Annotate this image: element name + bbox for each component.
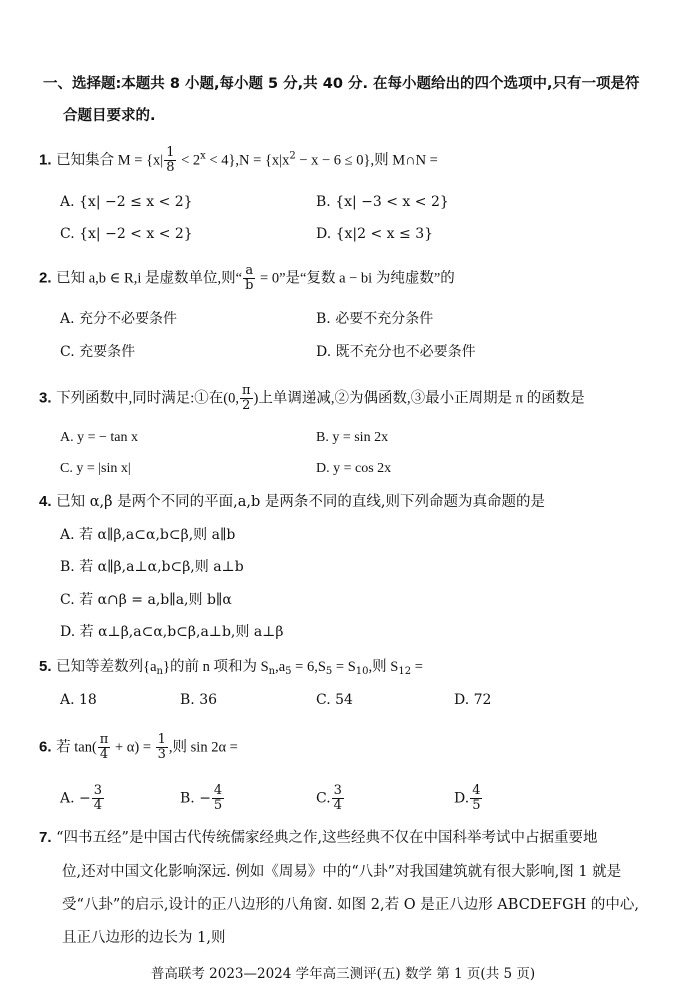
q3-option-a: A. y = − tan x bbox=[60, 430, 139, 445]
frac-den: 2 bbox=[242, 398, 251, 413]
question-number: 5. bbox=[39, 658, 52, 675]
frac-den: 8 bbox=[166, 160, 175, 175]
superscript: x bbox=[200, 150, 206, 162]
question-7-line1 bbox=[39, 828, 598, 848]
q2-text: = 0”是“复数 a − bi 为纯虚数”的 bbox=[256, 270, 455, 287]
fraction bbox=[98, 733, 111, 762]
q5-option-c: C. 54 bbox=[316, 692, 353, 708]
q6-option-a bbox=[60, 784, 105, 813]
question-3-stem bbox=[39, 384, 585, 413]
q6-text: ,则 sin 2α = bbox=[168, 739, 238, 756]
superscript: 2 bbox=[289, 150, 296, 162]
question-6-stem bbox=[39, 733, 238, 762]
q6-text: + α) = bbox=[111, 739, 155, 756]
fraction bbox=[332, 784, 344, 813]
question-number: 1. bbox=[39, 151, 52, 169]
frac-num: π bbox=[241, 383, 251, 398]
frac-num: 3 bbox=[333, 783, 342, 798]
fraction bbox=[92, 784, 104, 813]
subscript: 5 bbox=[325, 666, 333, 677]
q4-option-d: D. 若 α⊥β,a⊂α,b⊂β,a⊥b,则 a⊥β bbox=[60, 624, 284, 640]
subscript: n bbox=[268, 666, 276, 677]
q4-option-b: B. 若 α∥β,a⊥α,b⊂β,则 a⊥b bbox=[60, 559, 244, 575]
q5-text: 已知等差数列{a bbox=[56, 659, 157, 675]
q3-text: 下列函数中,同时满足:①在(0, bbox=[56, 390, 239, 407]
option-prefix: D. bbox=[454, 790, 470, 807]
frac-den: 5 bbox=[472, 798, 481, 813]
frac-den: 5 bbox=[213, 798, 223, 813]
q1-option-b: B. {x| −3 < x < 2} bbox=[316, 194, 449, 210]
q5-option-b: B. 36 bbox=[180, 692, 218, 708]
q2-option-b: B. 必要不充分条件 bbox=[316, 311, 434, 327]
q3-option-d: D. y = cos 2x bbox=[316, 461, 392, 476]
fraction bbox=[164, 146, 176, 175]
q4-text: 已知 α,β 是两个不同的平面,a,b 是两条不同的直线,则下列命题为真命题的是 bbox=[56, 494, 545, 510]
question-5-stem bbox=[39, 657, 423, 682]
question-7-line4: 且正八边形的边长为 1,则 bbox=[62, 930, 226, 946]
q5-text: ,则 S bbox=[368, 659, 399, 675]
frac-den: b bbox=[245, 278, 254, 293]
q2-text: 已知 a,b ∈ R,i 是虚数单位,则“ bbox=[56, 270, 243, 287]
question-number: 4. bbox=[39, 493, 52, 510]
question-7-line2: 位,还对中国文化影响深远. 例如《周易》中的“八卦”对我国建筑就有很大影响,图 1 就是 bbox=[62, 864, 622, 880]
q1-option-c: C. {x| −2 < x < 2} bbox=[60, 226, 193, 242]
q2-option-c: C. 充要条件 bbox=[60, 344, 136, 360]
question-7-line3: 受“八卦”的启示,设计的正八边形的八角窗. 如图 2,若 O 是正八边形 ABCDEFGH 的中心, bbox=[62, 897, 640, 913]
subscript: n bbox=[156, 666, 163, 677]
section-heading-line1: 一、选择题:本题共 8 小题,每小题 5 分,共 40 分. 在每小题给出的四个选项中,只有一项是符 bbox=[43, 76, 640, 92]
subscript: 12 bbox=[398, 666, 412, 677]
q5-text: = bbox=[411, 659, 423, 675]
q6-text: 若 tan( bbox=[56, 739, 97, 756]
q3-option-c: C. y = |sin x| bbox=[60, 461, 131, 476]
frac-num: 3 bbox=[93, 783, 103, 798]
q6-option-c bbox=[316, 784, 345, 813]
frac-num: 4 bbox=[213, 783, 223, 798]
q1-option-a: A. {x| −2 ≤ x < 2} bbox=[60, 194, 193, 210]
q5-text: = S bbox=[332, 659, 356, 675]
section-heading-line2: 合题目要求的. bbox=[63, 108, 156, 124]
fraction bbox=[156, 733, 168, 762]
q4-option-c: C. 若 α∩β = a,b∥a,则 b∥α bbox=[60, 592, 232, 608]
q5-text: }的前 n 项和为 S bbox=[162, 659, 269, 675]
q3-option-b: B. y = sin 2x bbox=[316, 430, 389, 445]
q6-option-d bbox=[454, 784, 483, 813]
option-prefix: C. bbox=[316, 790, 331, 807]
frac-den: 4 bbox=[333, 798, 342, 813]
q1-text: 已知集合 M = {x| bbox=[56, 152, 164, 169]
q7-text: “四书五经”是中国古代传统儒家经典之作,这些经典不仅在中国科举考试中占据重要地 bbox=[56, 830, 598, 846]
frac-den: 4 bbox=[93, 798, 103, 813]
q5-text: = 6,S bbox=[291, 659, 326, 675]
q3-text: )上单调递减,②为偶函数,③最小正周期是 π 的函数是 bbox=[253, 390, 585, 407]
frac-num: π bbox=[99, 732, 109, 747]
frac-num: 4 bbox=[472, 783, 481, 798]
question-number: 3. bbox=[39, 389, 52, 407]
q1-option-d: D. {x|2 < x ≤ 3} bbox=[316, 226, 434, 242]
q4-option-a: A. 若 α∥β,a⊂α,b⊂β,则 a∥b bbox=[60, 527, 236, 543]
fraction bbox=[240, 384, 253, 413]
frac-num: 1 bbox=[166, 145, 175, 160]
q2-option-a: A. 充分不必要条件 bbox=[60, 311, 178, 327]
question-4-stem bbox=[39, 492, 545, 512]
question-number: 7. bbox=[39, 829, 52, 846]
question-number: 2. bbox=[39, 269, 52, 287]
q5-option-d: D. 72 bbox=[454, 692, 492, 708]
q1-text: − x − 6 ≤ 0},则 M∩N = bbox=[295, 152, 438, 169]
question-1-stem bbox=[39, 146, 438, 175]
subscript: 5 bbox=[285, 666, 292, 677]
frac-num: a bbox=[245, 263, 254, 278]
q1-text: < 4},N = {x|x bbox=[205, 152, 290, 169]
q6-option-b bbox=[180, 784, 225, 813]
option-prefix: A. − bbox=[60, 790, 91, 807]
question-2-stem bbox=[39, 264, 455, 293]
frac-num: 1 bbox=[157, 732, 166, 747]
q1-text: < 2 bbox=[177, 152, 201, 169]
page-footer: 普高联考 2023—2024 学年高三测评(五) 数学 第 1 页(共 5 页) bbox=[150, 966, 536, 982]
fraction bbox=[243, 264, 255, 293]
fraction bbox=[470, 784, 482, 813]
question-number: 6. bbox=[39, 738, 52, 756]
subscript: 10 bbox=[355, 666, 369, 677]
q2-option-d: D. 既不充分也不必要条件 bbox=[316, 344, 476, 360]
fraction bbox=[212, 784, 224, 813]
frac-den: 4 bbox=[99, 747, 109, 762]
option-prefix: B. − bbox=[180, 790, 211, 807]
q5-option-a: A. 18 bbox=[60, 692, 97, 708]
frac-den: 3 bbox=[157, 747, 166, 762]
q5-text: ,a bbox=[275, 659, 286, 675]
